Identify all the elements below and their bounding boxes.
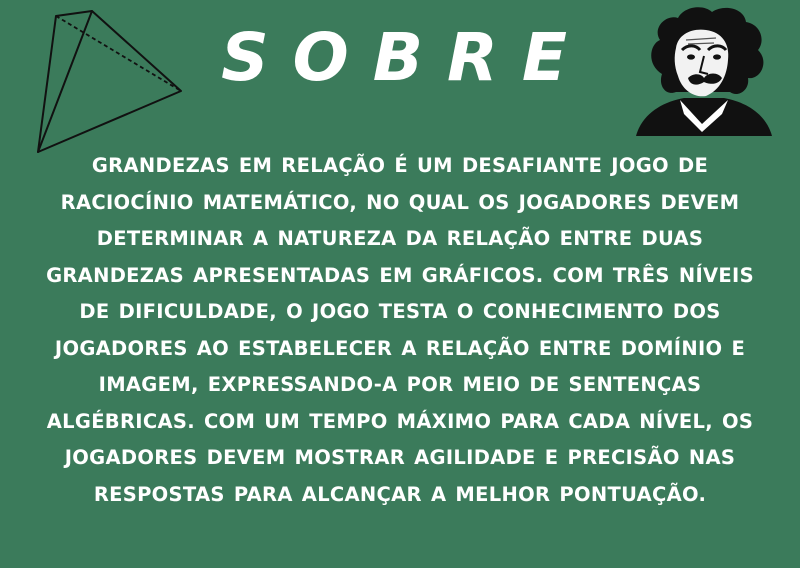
page-title: SOBRE <box>221 19 591 96</box>
about-description: GRANDEZAS EM RELAÇÃO É UM DESAFIANTE JOGO DE RACIOCÍNIO MATEMÁTICO, NO QUAL OS JOGADORES DEVEM DETERMINAR A NATUREZA DA RELAÇÃO ENTRE DUAS GRANDEZAS APRESENTADAS EM GRÁFICOS. COM TRÊS NÍVEIS DE DIFICULDADE, O JOGO TESTA O CONHECIMENTO DOS JOGADORES AO ESTABELECER A RELAÇÃO ENTRE DOMÍNIO E IMAGEM, EXPRESSANDO-A POR MEIO DE SENTENÇAS ALGÉBRICAS. COM UM TEMPO MÁXIMO PARA CADA NÍVEL, OS JOGADORES DEVEM MOSTRAR AGILIDADE E PRECISÃO NAS RESPOSTAS PARA ALCANÇAR A MELHOR PONTUAÇÃO. <box>46 154 754 506</box>
einstein-portrait-icon <box>632 4 774 136</box>
